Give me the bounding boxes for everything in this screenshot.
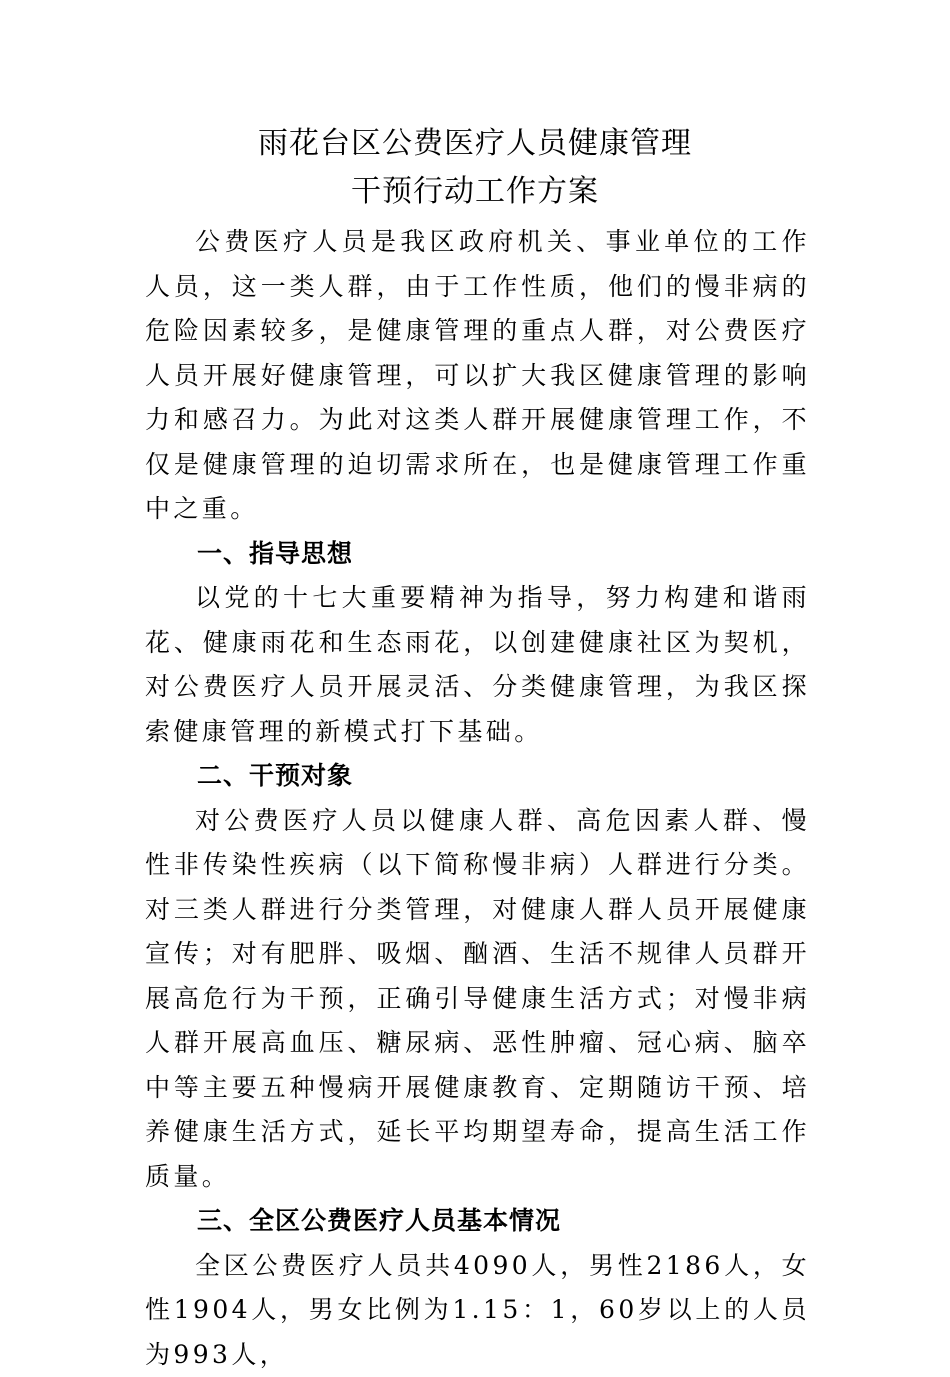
intro-paragraph: 公费医疗人员是我区政府机关、事业单位的工作人员，这一类人群，由于工作性质，他们的慢非病的危险因素较多，是健康管理的重点人群，对公费医疗人员开展好健康管理，可以扩大我区健康管理的影响力和感召力。为此对这类人群开展健康管理工作，不仅是健康管理的迫切需求所在，也是健康管理工作重中之重。 [145, 220, 810, 532]
section-paragraph-basic-situation: 全区公费医疗人员共4090人，男性2186人，女性1904人，男女比例为1.15：1，60岁以上的人员为993人， [145, 1244, 810, 1377]
document-body [145, 220, 810, 1377]
section-paragraph-intervention-targets: 对公费医疗人员以健康人群、高危因素人群、慢性非传染性疾病（以下简称慢非病）人群进行分类。对三类人群进行分类管理，对健康人群人员开展健康宣传；对有肥胖、吸烟、酗酒、生活不规律人员群开展高危行为干预，正确引导健康生活方式；对慢非病人群开展高血压、糖尿病、恶性肿瘤、冠心病、脑卒中等主要五种慢病开展健康教育、定期随访干预、培养健康生活方式，延长平均期望寿命，提高生活工作质量。 [145, 799, 810, 1200]
section-heading-basic-situation: 三、全区公费医疗人员基本情况 [145, 1199, 810, 1244]
document-title-line2: 干预行动工作方案 [0, 172, 950, 212]
section-heading-guiding-ideology: 一、指导思想 [145, 532, 810, 577]
section-paragraph-guiding-ideology: 以党的十七大重要精神为指导，努力构建和谐雨花、健康雨花和生态雨花，以创建健康社区为契机，对公费医疗人员开展灵活、分类健康管理，为我区探索健康管理的新模式打下基础。 [145, 576, 810, 754]
document-title-line1: 雨花台区公费医疗人员健康管理 [0, 124, 950, 164]
section-heading-intervention-targets: 二、干预对象 [145, 754, 810, 799]
